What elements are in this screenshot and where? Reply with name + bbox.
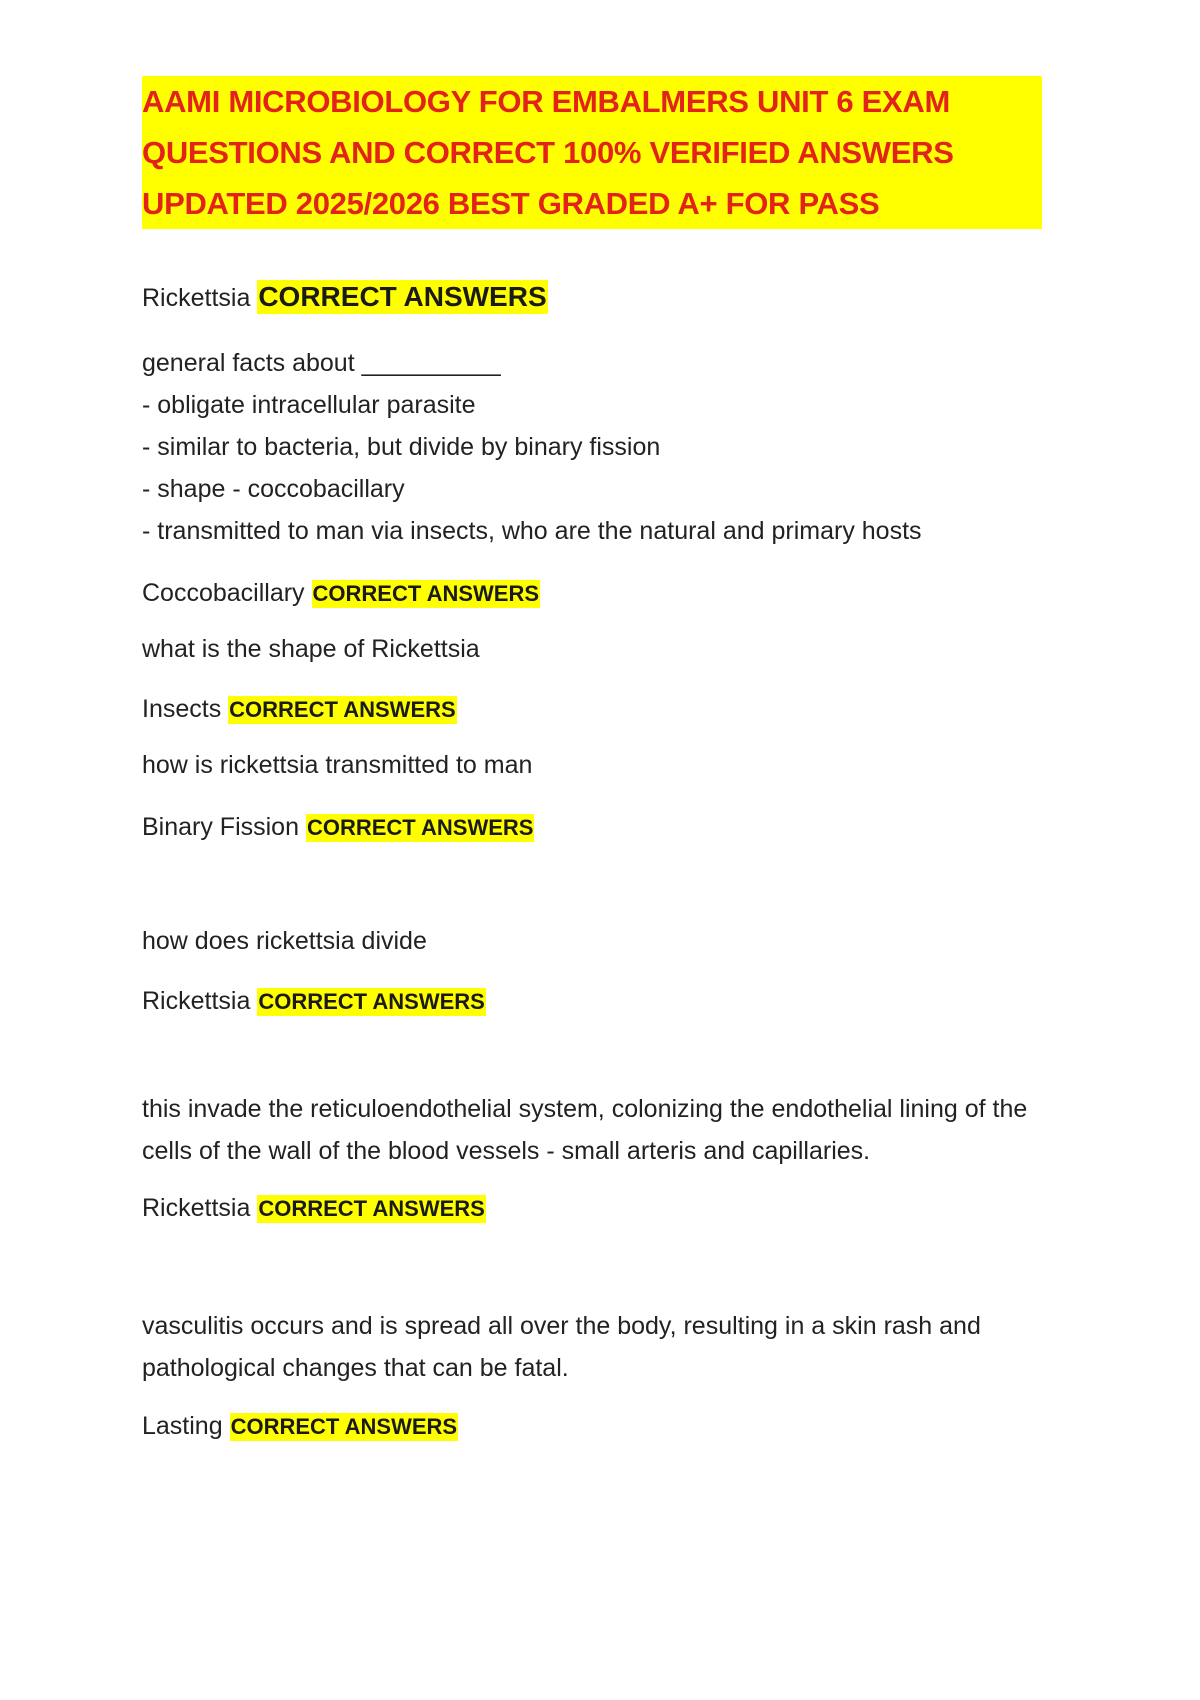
answer-line: vasculitis occurs and is spread all over the body, resulting in a skin rash and	[142, 1312, 981, 1340]
answer-line: what is the shape of Rickettsia	[142, 635, 480, 663]
answer-line: how does rickettsia divide	[142, 927, 427, 955]
correct-answers-label: CORRECT ANSWERS	[258, 1196, 485, 1221]
term-text: Rickettsia	[142, 1194, 251, 1222]
question-term	[142, 1411, 1072, 1442]
correct-answers-label: CORRECT ANSWERS	[258, 989, 485, 1014]
answer-text	[142, 1305, 1072, 1389]
correct-answers-label: CORRECT ANSWERS	[230, 1414, 458, 1439]
document-title	[142, 76, 1042, 229]
correct-answers-label: CORRECT ANSWERS	[306, 815, 534, 840]
correct-answers-label: CORRECT ANSWERS	[312, 581, 540, 606]
answer-line: pathological changes that can be fatal.	[142, 1354, 569, 1382]
answer-text	[142, 744, 1072, 786]
term-text: Coccobacillary	[142, 579, 305, 607]
question-term	[142, 986, 1072, 1017]
question-term	[142, 1193, 1072, 1224]
answer-line: this invade the reticuloendothelial system, colonizing the endothelial lining of the	[142, 1095, 1028, 1123]
answer-line: how is rickettsia transmitted to man	[142, 751, 533, 779]
answer-line: - transmitted to man via insects, who are the natural and primary hosts	[142, 517, 922, 545]
answer-line: - shape - coccobacillary	[142, 475, 405, 503]
answer-text	[142, 628, 1072, 670]
question-term	[142, 694, 1072, 725]
title-line: UPDATED 2025/2026 BEST GRADED A+ FOR PASS	[142, 186, 880, 221]
answer-line: - similar to bacteria, but divide by binary fission	[142, 433, 661, 461]
answer-line: general facts about __________	[142, 349, 501, 377]
title-line: AAMI MICROBIOLOGY FOR EMBALMERS UNIT 6 EXAM	[142, 84, 951, 119]
answer-text	[142, 920, 1072, 962]
term-text: Insects	[142, 695, 222, 723]
question-term	[142, 282, 1072, 313]
term-text: Binary Fission	[142, 813, 299, 841]
answer-text	[142, 342, 1072, 552]
answer-text	[142, 1088, 1072, 1172]
correct-answers-label: CORRECT ANSWERS	[229, 697, 456, 722]
question-term	[142, 812, 1072, 843]
answer-line: cells of the wall of the blood vessels - small arteris and capillaries.	[142, 1137, 871, 1165]
term-text: Lasting	[142, 1412, 223, 1440]
question-term	[142, 578, 1072, 609]
term-text: Rickettsia	[142, 987, 251, 1015]
answer-line: - obligate intracellular parasite	[142, 391, 476, 419]
term-text: Rickettsia	[142, 284, 251, 312]
title-line: QUESTIONS AND CORRECT 100% VERIFIED ANSWERS	[142, 135, 954, 170]
correct-answers-label: CORRECT ANSWERS	[258, 281, 547, 312]
